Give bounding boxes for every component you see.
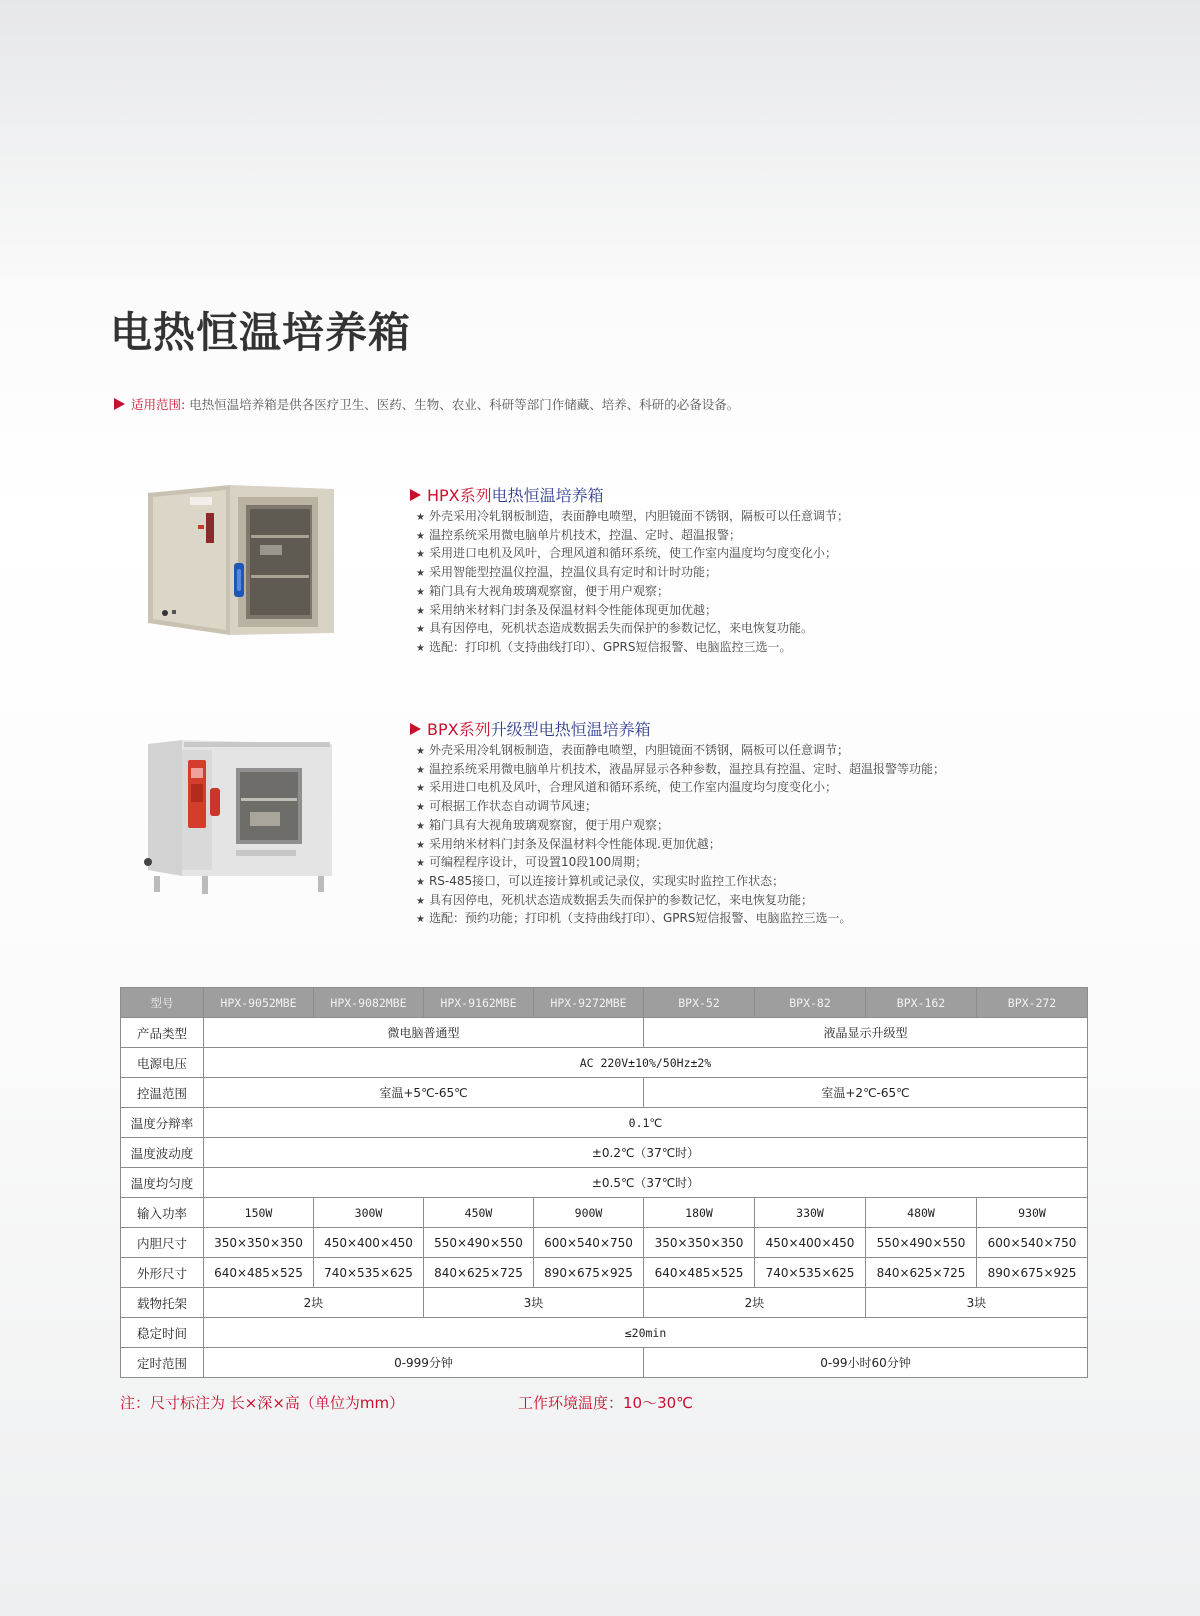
row-label: 输入功率: [121, 1198, 204, 1228]
feature-item: ★ 箱门具有大视角玻璃观察窗，便于用户观察；: [416, 583, 669, 598]
star-bullet-icon: ★: [416, 530, 425, 542]
table-cell: 840×625×725: [424, 1258, 534, 1288]
feature-item: ★ 采用纳米材料门封条及保温材料令性能体现更加优越；: [416, 602, 717, 617]
star-bullet-icon: ★: [416, 549, 425, 561]
table-cell: 640×485×525: [204, 1258, 314, 1288]
star-bullet-icon: ★: [416, 586, 425, 598]
scope-label: 适用范围:: [131, 397, 186, 412]
table-cell: 330W: [755, 1198, 866, 1228]
star-bullet-icon: ★: [416, 839, 425, 851]
bpx-feature-list: [410, 742, 945, 929]
star-bullet-icon: ★: [416, 858, 425, 870]
row-label: 控温范围: [121, 1078, 204, 1108]
table-cell: 480W: [866, 1198, 977, 1228]
feature-item: ★ 采用进口电机及风叶，合理风道和循环系统，使工作室内温度均匀度变化小；: [416, 546, 837, 561]
row-label: 载物托架: [121, 1288, 204, 1318]
star-bullet-icon: ★: [416, 802, 425, 814]
table-cell: 550×490×550: [866, 1228, 977, 1258]
table-cell: 600×540×750: [534, 1228, 644, 1258]
table-cell: 0-99小时60分钟: [644, 1348, 1088, 1378]
table-cell: 180W: [644, 1198, 755, 1228]
page-title: 电热恒温培养箱: [110, 308, 412, 357]
header-cell: BPX-162: [866, 988, 977, 1018]
header-cell: HPX-9162MBE: [424, 988, 534, 1018]
row-label: 定时范围: [121, 1348, 204, 1378]
table-row: [121, 1048, 1088, 1078]
star-bullet-icon: ★: [416, 568, 425, 580]
feature-item: ★ 选配：打印机（支持曲线打印）、GPRS短信报警、电脑监控三选一。: [416, 639, 792, 654]
feature-item: ★ 可编程程序设计，可设置10段100周期；: [416, 855, 648, 870]
table-cell: 微电脑普通型: [204, 1018, 644, 1048]
table-cell: 930W: [977, 1198, 1088, 1228]
table-cell: 2块: [644, 1288, 866, 1318]
series-code: HPX系列: [427, 486, 492, 505]
table-row: [121, 1168, 1088, 1198]
table-cell: AC 220V±10%/50Hz±2%: [204, 1048, 1088, 1078]
table-row: [121, 1288, 1088, 1318]
size-note: 注：尺寸标注为 长×深×高（单位为mm）: [120, 1394, 405, 1412]
table-cell: 350×350×350: [204, 1228, 314, 1258]
triangle-bullet-icon: [410, 723, 421, 735]
feature-item: ★ 选配：预约功能；打印机（支持曲线打印）、GPRS短信报警、电脑监控三选一。: [416, 911, 852, 926]
table-cell: ≤20min: [204, 1318, 1088, 1348]
header-cell: BPX-52: [644, 988, 755, 1018]
table-cell: 840×625×725: [866, 1258, 977, 1288]
row-label: 产品类型: [121, 1018, 204, 1048]
table-cell: 室温+2℃-65℃: [644, 1078, 1088, 1108]
table-cell: 300W: [314, 1198, 424, 1228]
star-bullet-icon: ★: [416, 876, 425, 888]
table-row: [121, 1228, 1088, 1258]
star-bullet-icon: ★: [416, 764, 425, 776]
star-bullet-icon: ★: [416, 624, 425, 636]
feature-item: ★ RS-485接口，可以连接计算机或记录仪，实现实时监控工作状态；: [416, 873, 785, 888]
scope-text: 电热恒温培养箱是供各医疗卫生、医药、生物、农业、科研等部门作储藏、培养、科研的必备设备。: [189, 397, 740, 412]
feature-item: ★ 温控系统采用微电脑单片机技术，控温、定时、超温报警；: [416, 527, 741, 542]
table-cell: 2块: [204, 1288, 424, 1318]
table-row: [121, 1348, 1088, 1378]
star-bullet-icon: ★: [416, 895, 425, 907]
table-row: [121, 1258, 1088, 1288]
star-bullet-icon: ★: [416, 512, 425, 523]
feature-item: ★ 箱门具有大视角玻璃观察窗，便于用户观察；: [416, 817, 669, 832]
table-cell: 890×675×925: [977, 1258, 1088, 1288]
table-cell: 3块: [424, 1288, 644, 1318]
feature-item: ★ 温控系统采用微电脑单片机技术，液晶屏显示各种参数，温控具有控温、定时、超温报警等功能；: [416, 761, 945, 776]
star-bullet-icon: ★: [416, 642, 425, 654]
table-cell: 0.1℃: [204, 1108, 1088, 1138]
star-bullet-icon: ★: [416, 746, 425, 757]
table-cell: 450×400×450: [314, 1228, 424, 1258]
table-row: [121, 1138, 1088, 1168]
triangle-bullet-icon: [410, 489, 421, 501]
table-cell: 550×490×550: [424, 1228, 534, 1258]
feature-item: ★ 具有因停电，死机状态造成数据丢失而保护的参数记忆，来电恢复功能；: [416, 892, 813, 907]
table-row: [121, 1318, 1088, 1348]
row-label: 外形尺寸: [121, 1258, 204, 1288]
hpx-feature-list: [410, 508, 849, 658]
table-cell: ±0.5℃（37℃时）: [204, 1168, 1088, 1198]
table-cell: 液晶显示升级型: [644, 1018, 1088, 1048]
table-cell: 室温+5℃-65℃: [204, 1078, 644, 1108]
bpx-series-section: [410, 717, 945, 929]
header-cell: BPX-272: [977, 988, 1088, 1018]
env-temp-note: 工作环境温度：10～30℃: [518, 1394, 694, 1412]
star-bullet-icon: ★: [416, 783, 425, 795]
application-scope: [114, 395, 739, 413]
row-label: 温度分辩率: [121, 1108, 204, 1138]
spec-table: [120, 987, 1088, 1378]
row-label: 温度均匀度: [121, 1168, 204, 1198]
feature-item: ★ 具有因停电，死机状态造成数据丢失而保护的参数记忆，来电恢复功能。: [416, 621, 813, 636]
feature-item: ★ 采用智能型控温仪控温，控温仪具有定时和计时功能；: [416, 565, 717, 580]
table-row: [121, 1018, 1088, 1048]
table-cell: 0-999分钟: [204, 1348, 644, 1378]
table-cell: 900W: [534, 1198, 644, 1228]
hpx-incubator-image: [138, 485, 348, 650]
table-cell: 640×485×525: [644, 1258, 755, 1288]
table-cell: 150W: [204, 1198, 314, 1228]
table-cell: 450×400×450: [755, 1228, 866, 1258]
bpx-series-heading: [410, 717, 945, 740]
table-cell: ±0.2℃（37℃时）: [204, 1138, 1088, 1168]
feature-item: ★ 外壳采用冷轧钢板制造，表面静电喷塑，内胆镜面不锈钢，隔板可以任意调节；: [416, 743, 849, 757]
feature-item: ★ 外壳采用冷轧钢板制造，表面静电喷塑，内胆镜面不锈钢，隔板可以任意调节；: [416, 509, 849, 523]
hpx-series-heading: [410, 483, 849, 506]
table-cell: 450W: [424, 1198, 534, 1228]
header-cell: BPX-82: [755, 988, 866, 1018]
table-header-row: [121, 988, 1088, 1018]
row-label: 内胆尺寸: [121, 1228, 204, 1258]
series-name: 升级型电热恒温培养箱: [490, 720, 651, 739]
table-row: [121, 1078, 1088, 1108]
feature-item: ★ 采用进口电机及风叶，合理风道和循环系统，使工作室内温度均匀度变化小；: [416, 780, 837, 795]
table-row: [121, 1108, 1088, 1138]
star-bullet-icon: ★: [416, 605, 425, 617]
star-bullet-icon: ★: [416, 820, 425, 832]
table-cell: 890×675×925: [534, 1258, 644, 1288]
row-label: 稳定时间: [121, 1318, 204, 1348]
series-code: BPX系列: [427, 720, 491, 739]
table-cell: 740×535×625: [314, 1258, 424, 1288]
table-cell: 3块: [866, 1288, 1088, 1318]
row-label: 电源电压: [121, 1048, 204, 1078]
header-cell: HPX-9052MBE: [204, 988, 314, 1018]
header-cell: 型号: [121, 988, 204, 1018]
table-cell: 600×540×750: [977, 1228, 1088, 1258]
triangle-bullet-icon: [114, 398, 125, 410]
table-row: [121, 1198, 1088, 1228]
header-cell: HPX-9082MBE: [314, 988, 424, 1018]
table-cell: 350×350×350: [644, 1228, 755, 1258]
row-label: 温度波动度: [121, 1138, 204, 1168]
series-name: 电热恒温培养箱: [491, 486, 604, 505]
bpx-incubator-image: [140, 738, 340, 898]
star-bullet-icon: ★: [416, 914, 425, 926]
feature-item: ★ 采用纳米材料门封条及保温材料令性能体现.更加优越；: [416, 836, 721, 851]
table-cell: 740×535×625: [755, 1258, 866, 1288]
feature-item: ★ 可根据工作状态自动调节风速；: [416, 799, 597, 814]
hpx-series-section: [410, 483, 849, 658]
header-cell: HPX-9272MBE: [534, 988, 644, 1018]
